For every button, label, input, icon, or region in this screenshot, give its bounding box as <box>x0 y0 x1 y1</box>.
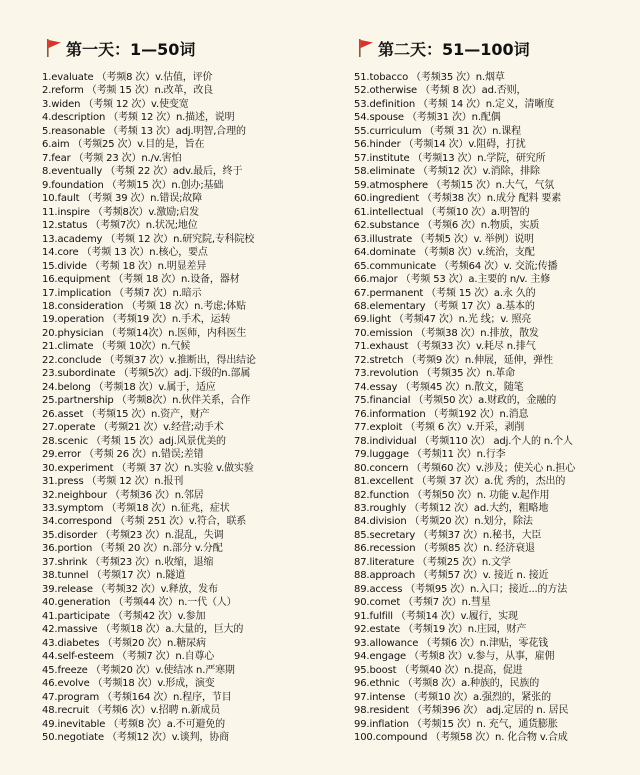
vocab-entry: 58.eliminate （考频12 次）v.消除，排除 <box>354 166 540 178</box>
vocab-entry: 30.experiment （考频 37 次）n.实验 v.做实验 <box>42 462 254 474</box>
vocab-entry: 50.negotiate （考频12 次）v.谈判，协商 <box>42 731 229 743</box>
vocab-entry: 65.communicate （考频64 次）v. 交流;传播 <box>354 260 558 272</box>
vocab-entry: 36.portion （考频 20 次）n.部分 v.分配 <box>42 543 223 555</box>
vocab-entry: 21.climate （考频 10次）n.气候 <box>42 341 191 353</box>
vocab-entry: 81.excellent （考频 37 次）a.优 秀的，杰出的 <box>354 476 566 488</box>
vocab-entry: 62.substance （考频6 次）n.物质，实质 <box>354 220 540 232</box>
vocab-entry: 85.secretary （考频37 次）n.秘书，大臣 <box>354 529 542 541</box>
vocab-entry: 2.reform （考频 15 次）n.改革，改良 <box>42 85 213 97</box>
vocab-entry: 79.luggage （考频11 次）n.行李 <box>354 449 506 461</box>
day1-title: 第一天：1—50词 <box>66 39 196 59</box>
vocab-entry: 49.inevitable （考频8 次）a.不可避免的 <box>42 718 226 730</box>
vocab-entry: 83.roughly （考频12 次）ad.大约，粗略地 <box>354 503 549 514</box>
vocab-entry: 3.widen （考频 12 次）v.使变宽 <box>42 98 189 110</box>
vocab-entry: 25.partnership （考频8次）n.伙伴关系，合作 <box>42 395 251 407</box>
vocab-entry: 100.compound （考频58 次）n. 化合物 v.合成 <box>354 731 568 743</box>
vocab-entry: 66.major （考频 53 次）a.主要的 n/v. 主修 <box>354 274 551 286</box>
vocab-entry: 91.fulfill （考频14 次）v.履行，实现 <box>354 610 518 622</box>
vocab-entry: 14.core （考频 13 次）n.核心，要点 <box>42 247 208 259</box>
vocab-entry: 52.otherwise （考频 8 次）ad.否则， <box>354 85 527 97</box>
vocab-entry: 64.dominate （考频8 次）v.统治，支配 <box>354 247 535 259</box>
vocab-entry: 16.equipment （考频 18 次）n.设备，器材 <box>42 274 240 286</box>
day2-heading <box>358 36 530 60</box>
vocab-entry: 87.literature （考频25 次）n.文学 <box>354 556 511 568</box>
vocab-entry: 78.individual （考频110 次） adj.个人的 n.个人 <box>354 435 573 447</box>
vocab-entry: 43.diabetes （考频20 次）n.糖尿病 <box>42 637 206 649</box>
vocab-entry: 37.shrink （考频23 次）n.收缩，退缩 <box>42 556 214 568</box>
vocab-entry: 29.error （考频 26 次）n.错误;差错 <box>42 449 204 461</box>
vocab-entry: 67.permanent （考频 15 次）a.永 久的 <box>354 287 536 299</box>
vocab-entry: 7.fear （考频 23 次）n./v.害怕 <box>42 152 182 164</box>
vocab-entry: 22.conclude （考频37 次）v.推断出，得出结论 <box>42 354 256 366</box>
vocab-entry: 59.atmosphere （考频15 次）n.大气，气氛 <box>354 179 555 191</box>
vocab-entry: 71.exhaust （考频33 次）v.耗尽 n.排气 <box>354 341 536 353</box>
day1-heading <box>46 36 195 60</box>
vocab-entry: 51.tobacco （考频35 次）n.烟草 <box>354 72 505 83</box>
vocab-entry: 23.subordinate （考频5次）adj.下级的n.部属 <box>42 368 251 380</box>
vocab-entry: 75.financial （考频50 次）a.财政的，金融的 <box>354 395 557 407</box>
vocab-entry: 4.description （考频 12 次）n.描述，说明 <box>42 112 235 124</box>
vocab-entry: 90.comet （考频7 次）n.彗星 <box>354 597 491 609</box>
vocab-entry: 28.scenic （考频 15 次）adj.风景优美的 <box>42 435 226 447</box>
vocab-entry: 93.allowance （考频6 次）n.津贴，零花钱 <box>354 637 549 649</box>
vocab-entry: 61.intellectual （考频10 次）a.明智的 <box>354 206 530 218</box>
vocab-entry: 77.exploit （考频 6 次）v.开采，剥削 <box>354 422 525 434</box>
vocab-entry: 84.division （考频20 次）n.划分，除法 <box>354 516 533 528</box>
vocab-entry: 38.tunnel （考频17 次）n.隧道 <box>42 570 186 582</box>
vocab-entry: 96.ethnic （考频8 次）a.种族的，民族的 <box>354 678 540 690</box>
vocab-entry: 82.function （考频50 次）n. 功能 v.起作用 <box>354 489 550 501</box>
vocab-entry: 88.approach （考频57 次）v. 接近 n. 接近 <box>354 570 549 582</box>
vocab-entry: 34.correspond （考频 251 次）v.符合，联系 <box>42 516 247 528</box>
vocab-entry: 89.access （考频95 次）n.入口；接近...的方法 <box>354 583 568 595</box>
vocab-entry: 18.consideration （考频 18 次）n.考虑;体贴 <box>42 300 246 312</box>
vocab-entry: 74.essay （考频45 次）n.散文，随笔 <box>354 381 524 393</box>
vocab-entry: 76.information （考频192 次）n.消息 <box>354 408 529 420</box>
vocab-entry: 32.neighbour （考频36 次）n.邻居 <box>42 489 204 501</box>
vocab-entry: 95.boost （考频40 次）n.提高，促进 <box>354 664 523 676</box>
vocab-entry: 55.curriculum （考频 31 次）n.课程 <box>354 125 521 137</box>
vocab-entry: 33.symptom （考频18 次）n.征兆，症状 <box>42 503 230 514</box>
vocab-entry: 63.illustrate （考频5 次）v. 举例）说明 <box>354 233 534 245</box>
vocab-entry: 9.foundation （考频15 次）n.创办;基础 <box>42 179 224 191</box>
vocab-entry: 19.operation （考频19 次）n.手术，运转 <box>42 314 231 326</box>
vocab-entry: 31.press （考频 12 次）n.报刊 <box>42 476 184 488</box>
vocab-entry: 80.concern （考频60 次）v.涉及；使关心 n.担心 <box>354 462 576 474</box>
vocab-entry: 39.release （考频32 次）v.释放，发布 <box>42 583 218 595</box>
vocab-entry: 57.institute （考频13 次）n.学院，研究所 <box>354 152 546 164</box>
vocab-entry: 15.divide （考频 18 次）n.明显差异 <box>42 260 207 272</box>
vocab-entry: 86.recession （考频85 次）n. 经济衰退 <box>354 543 535 555</box>
vocab-entry: 5.reasonable （考频 13 次）adj.明智,合理的 <box>42 125 246 137</box>
vocab-entry: 72.stretch （考频9 次）n.伸展，延伸，弹性 <box>354 354 553 366</box>
vocab-entry: 11.inspire （考频8次）v.激励;启发 <box>42 206 200 218</box>
vocab-entry: 45.freeze （考频20 次）v.使结冰 n.严寒期 <box>42 664 235 676</box>
vocab-entry: 46.evolve （考频18 次）v.形成，演变 <box>42 678 215 690</box>
vocab-entry: 35.disorder （考频23 次）n.混乱，失调 <box>42 529 224 541</box>
vocab-entry: 13.academy （考频 12 次）n.研究院,专科院校 <box>42 233 255 245</box>
vocab-entry: 44.self-esteem （考频7 次）n.自尊心 <box>42 651 215 663</box>
vocab-entry: 60.ingredient （考频38 次）n.成分 配料 要素 <box>354 193 562 205</box>
vocab-entry: 54.spouse （考频31 次）n.配偶 <box>354 112 501 124</box>
vocab-entry: 68.elementary （考频 17 次）a.基本的 <box>354 300 535 312</box>
vocab-entry: 48.recruit （考频6 次）v.招聘 n.新成员 <box>42 705 221 717</box>
red-flag-icon <box>358 38 374 58</box>
vocab-entry: 99.inflation （考频15 次）n. 充气，通货膨胀 <box>354 718 558 730</box>
vocab-entry: 26.asset （考频15 次）n.资产，财产 <box>42 408 210 420</box>
vocab-entry: 41.participate （考频42 次）v.参加 <box>42 610 206 622</box>
vocab-entry: 92.estate （考频19 次）n.庄园，财产 <box>354 624 527 636</box>
vocab-entry: 98.resident （考频396 次） adj.定居的 n. 居民 <box>354 705 569 717</box>
vocab-entry: 24.belong （考频18 次）v.属于，适应 <box>42 381 216 393</box>
vocab-entry: 56.hinder （考频14 次）v.阻碍，打扰 <box>354 139 526 151</box>
vocab-entry: 20.physician （考频14次）n.医师，内科医生 <box>42 327 247 339</box>
vocab-entry: 17.implication （考频7 次）n.暗示 <box>42 287 202 299</box>
vocab-entry: 97.intense （考频10 次）a.强烈的，紧张的 <box>354 691 551 703</box>
vocab-entry: 1.evaluate （考频8 次）v.估值，评价 <box>42 72 213 83</box>
day2-word-list <box>354 71 634 744</box>
vocab-entry: 73.revolution （考频35 次）n.革命 <box>354 368 515 380</box>
vocab-entry: 8.eventually （考频 22 次）adv.最后，终于 <box>42 166 243 178</box>
vocab-entry: 42.massive （考频18 次）a.大量的，巨大的 <box>42 624 244 636</box>
vocab-entry: 69.light （考频47 次）n.光 线；v. 照亮 <box>354 314 532 326</box>
vocab-entry: 53.definition （考频 14 次）n.定义，清晰度 <box>354 98 555 110</box>
day1-word-list <box>42 71 327 744</box>
vocab-entry: 70.emission （考频38 次）n.排放，散发 <box>354 327 539 339</box>
vocab-entry: 27.operate （考频21 次）v.经营;动手术 <box>42 422 224 434</box>
vocab-entry: 10.fault （考频 39 次）n.错误;故障 <box>42 193 202 205</box>
vocab-entry: 47.program （考频164 次）n.程序，节目 <box>42 691 232 703</box>
vocab-entry: 6.aim （考频25 次）v.目的是，旨在 <box>42 139 205 151</box>
vocab-entry: 94.engage （考频8 次）v.参与，从事，雇佣 <box>354 651 555 663</box>
vocab-entry: 40.generation （考频44 次）n.一代（人） <box>42 597 237 609</box>
vocab-entry: 12.status （考频7次）n.状况;地位 <box>42 220 198 232</box>
red-flag-icon <box>46 38 62 58</box>
day2-title: 第二天：51—100词 <box>378 39 530 59</box>
